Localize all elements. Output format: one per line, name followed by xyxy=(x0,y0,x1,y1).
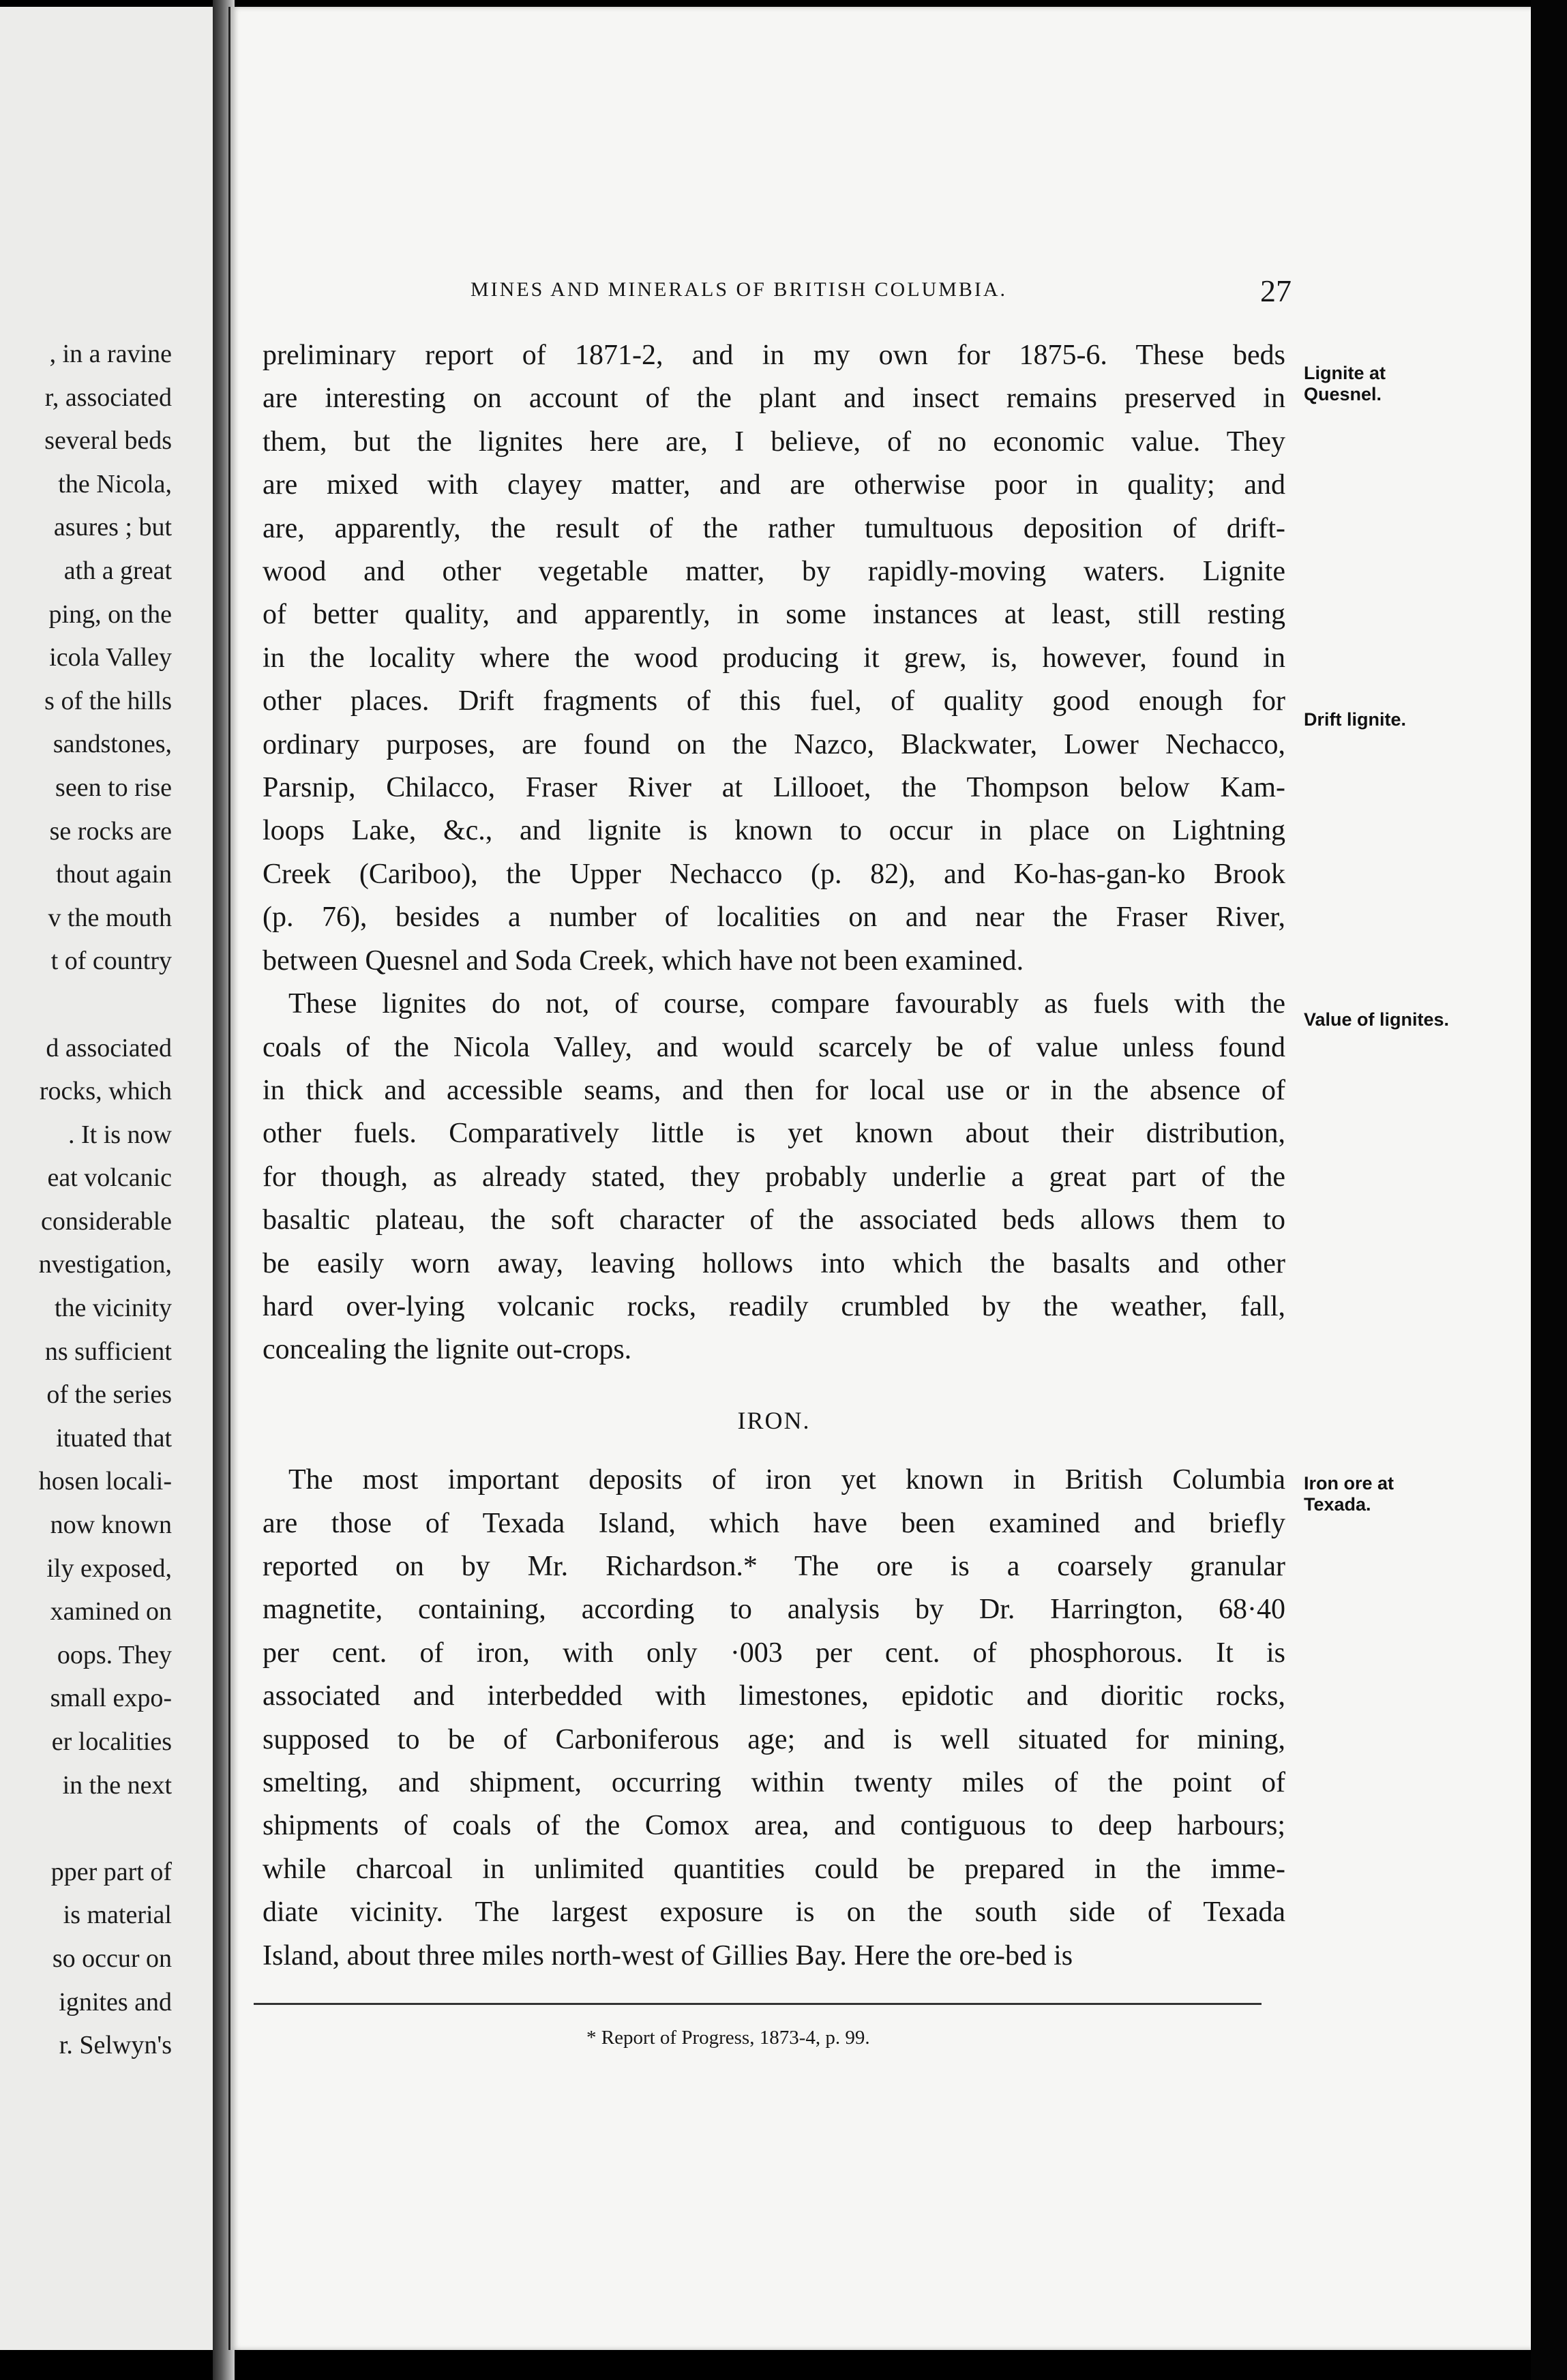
left-page-line: is material xyxy=(63,1901,172,1930)
text-line: Creek (Cariboo), the Upper Nechacco (p. 82), and Ko-has-gan-ko Brook xyxy=(263,858,1285,890)
text-line: wood and other vegetable matter, by rapidly-moving waters. Lignite xyxy=(263,556,1285,588)
left-page-line: ns sufficient xyxy=(44,1337,172,1366)
left-page-line xyxy=(0,1807,172,1851)
text-line: between Quesnel and Soda Creek, which have not been examined. xyxy=(263,944,1024,977)
left-page-line: d associated xyxy=(46,1033,172,1062)
margin-note-value-of-lignites: Value of lignites. xyxy=(1304,1009,1450,1030)
text-line: associated and interbedded with limestones, epidotic and dioritic rocks, xyxy=(263,1680,1285,1712)
text-line: (p. 76), besides a number of localities on and near the Fraser River, xyxy=(263,902,1285,934)
left-page-line: nvestigation, xyxy=(38,1250,172,1279)
left-page-line: sandstones, xyxy=(53,730,172,759)
left-page-line: v the mouth xyxy=(48,903,172,932)
text-line: of better quality, and apparently, in some instances at least, still resting xyxy=(263,599,1285,631)
left-page-line xyxy=(0,983,172,1027)
left-page-line: ath a great xyxy=(63,556,172,585)
text-line: supposed to be of Carboniferous age; and is well situated for mining, xyxy=(263,1723,1285,1755)
text-line: are those of Texada Island, which have been examined and briefly xyxy=(263,1507,1285,1539)
paragraph-value-of-lignites xyxy=(263,983,1285,1372)
left-page-line: thout again xyxy=(56,860,172,889)
left-page-line: considerable xyxy=(40,1206,172,1236)
text-line: shipments of coals of the Comox area, and contiguous to deep harbours; xyxy=(263,1810,1285,1842)
text-line: basaltic plateau, the soft character of the associated beds allows them to xyxy=(263,1204,1285,1236)
left-page-line: so occur on xyxy=(52,1944,172,1973)
left-page-line: se rocks are xyxy=(49,816,172,846)
left-page-line: in the next xyxy=(62,1770,172,1800)
left-page-line: of the series xyxy=(46,1380,172,1410)
text-line: preliminary report of 1871-2, and in my own for 1875-6. These beds xyxy=(263,340,1285,371)
left-page-line: s of the hills xyxy=(44,686,172,715)
left-page-fragment xyxy=(0,7,213,2350)
paragraph-iron-texada xyxy=(263,1459,1285,1978)
text-line: reported on by Mr. Richardson.* The ore is a coarsely granular xyxy=(263,1550,1285,1582)
left-page-line: ituated that xyxy=(56,1423,172,1453)
text-line: ordinary purposes, are found on the Nazco, Blackwater, Lower Nechacco, xyxy=(263,728,1285,760)
main-text-column xyxy=(263,334,1285,1978)
text-line: in thick and accessible seams, and then for local use or in the absence of xyxy=(263,1074,1285,1106)
left-page-line: r, associated xyxy=(44,383,172,412)
text-line: diate vicinity. The largest exposure is on the south side of Texada xyxy=(263,1896,1285,1929)
left-page-line: , in a ravine xyxy=(49,340,172,368)
text-line: Parsnip, Chilacco, Fraser River at Lillooet, the Thompson below Kam- xyxy=(263,772,1285,804)
text-line: in the locality where the wood producing it grew, is, however, found in xyxy=(263,642,1285,674)
left-page-line: ping, on the xyxy=(48,599,172,629)
left-page-line: seen to rise xyxy=(55,773,172,802)
left-page-line: the vicinity xyxy=(54,1294,172,1323)
left-page-line: icola Valley xyxy=(49,643,172,672)
text-line: Island, about three miles north-west of Gillies Bay. Here the ore-bed is xyxy=(263,1939,1073,1972)
footnote: * Report of Progress, 1873-4, p. 99. xyxy=(586,2027,870,2049)
left-page-line: oops. They xyxy=(57,1640,172,1669)
left-page-line: hosen locali- xyxy=(38,1467,172,1496)
left-page-line: xamined on xyxy=(50,1597,172,1626)
text-line: are mixed with clayey matter, and are otherwise poor in quality; and xyxy=(263,469,1285,501)
text-line: them, but the lignites here are, I believe, of no economic value. They xyxy=(263,426,1285,458)
text-line: loops Lake, &c., and lignite is known to occur in place on Lightning xyxy=(263,815,1285,847)
left-page-line: eat volcanic xyxy=(47,1163,172,1193)
text-line: magnetite, containing, according to analysis by Dr. Harrington, 68·40 xyxy=(263,1594,1285,1626)
running-header: MINES AND MINERALS OF BRITISH COLUMBIA. xyxy=(471,278,1008,301)
text-line: be easily worn away, leaving hollows into which the basalts and other xyxy=(263,1247,1285,1279)
scan-border xyxy=(1531,0,1567,2380)
section-heading-iron: IRON. xyxy=(737,1406,811,1434)
text-line: other fuels. Comparatively little is yet known about their distribution, xyxy=(263,1118,1285,1150)
text-line: These lignites do not, of course, compare favourably as fuels with the xyxy=(288,988,1285,1020)
margin-note-drift-lignite: Drift lignite. xyxy=(1304,709,1406,730)
left-page-line: t of country xyxy=(50,947,172,976)
left-page-line: the Nicola, xyxy=(58,469,172,499)
left-page-line: r. Selwyn's xyxy=(59,2031,172,2060)
left-page-line: pper part of xyxy=(50,1857,172,1886)
left-page-line: several beds xyxy=(44,426,172,456)
margin-note-lignite-at-quesnel: Lignite at Quesnel. xyxy=(1304,363,1386,404)
text-line: other places. Drift fragments of this fuel, of quality good enough for xyxy=(263,685,1285,717)
left-page-line: . It is now xyxy=(68,1120,172,1149)
left-page-line: asures ; but xyxy=(53,513,172,542)
text-line: per cent. of iron, with only ·003 per cent. of phosphorous. It is xyxy=(263,1637,1285,1669)
text-line: coals of the Nicola Valley, and would scarcely be of value unless found xyxy=(263,1031,1285,1063)
left-page-line: er localities xyxy=(51,1727,172,1756)
page-number: 27 xyxy=(1260,273,1292,308)
left-page-text xyxy=(0,333,172,2068)
footnote-rule xyxy=(254,2003,1262,2005)
left-page-line: now known xyxy=(50,1511,172,1540)
margin-note-iron-ore-at-texada: Iron ore at Texada. xyxy=(1304,1473,1394,1515)
text-line: concealing the lignite out-crops. xyxy=(263,1334,632,1366)
text-line: smelting, and shipment, occurring within twenty miles of the point of xyxy=(263,1767,1285,1798)
left-page-line: ily exposed, xyxy=(46,1553,172,1583)
text-line: while charcoal in unlimited quantities could be prepared in the imme- xyxy=(263,1853,1285,1885)
left-page-line: rocks, which xyxy=(39,1077,172,1106)
text-line: for though, as already stated, they probably underlie a great part of the xyxy=(263,1161,1285,1193)
text-line: The most important deposits of iron yet known in British Columbia xyxy=(288,1464,1285,1496)
text-line: are, apparently, the result of the rather tumultuous deposition of drift- xyxy=(263,512,1285,544)
paragraph-lignite-quesnel xyxy=(263,334,1285,983)
left-page-line: ignites and xyxy=(59,1987,172,2017)
left-page-line: small expo- xyxy=(50,1684,172,1713)
text-line: are interesting on account of the plant and insect remains preserved in xyxy=(263,383,1285,415)
text-line: hard over-lying volcanic rocks, readily crumbled by the weather, fall, xyxy=(263,1290,1285,1322)
